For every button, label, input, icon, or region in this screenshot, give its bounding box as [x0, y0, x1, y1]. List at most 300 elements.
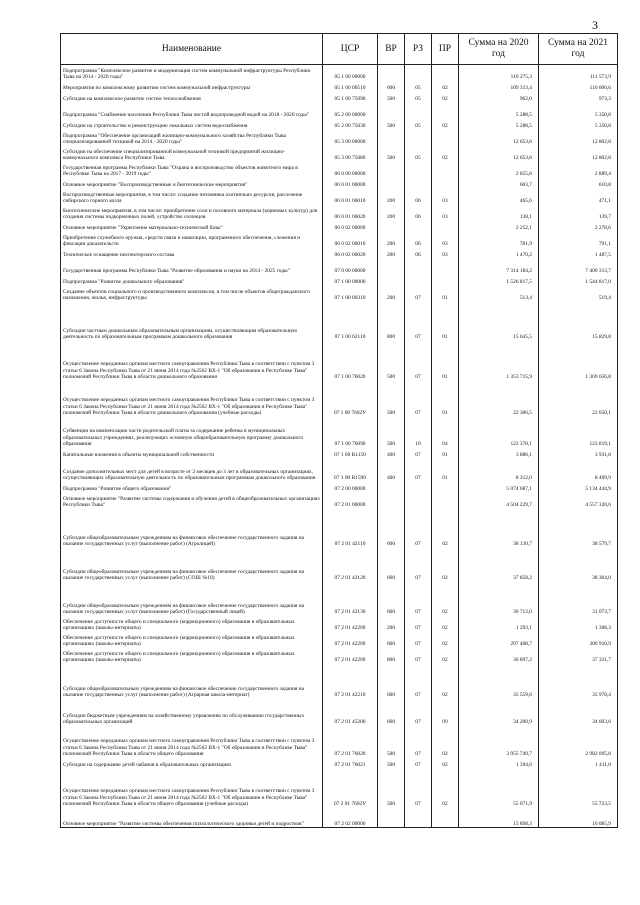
table-row — [61, 65, 618, 81]
row-pr — [432, 178, 459, 189]
row-name: Основное мероприятие "Развитие системы обеспечения психологического здоровья детей и подростков" — [61, 808, 323, 828]
row-sum-2020: 37 858,2 — [459, 548, 539, 582]
row-rz: 07 — [405, 286, 432, 302]
row-pr: 03 — [432, 232, 459, 248]
row-name: Основное мероприятие "Укрепление материально-технической базы" — [61, 221, 323, 232]
table-row — [61, 381, 618, 417]
row-pr: 02 — [432, 664, 459, 699]
table-row — [61, 582, 618, 616]
row-pr — [432, 65, 459, 81]
table-row — [61, 632, 618, 648]
row-sum-2020: 110 275,3 — [459, 65, 539, 81]
row-rz — [405, 65, 432, 81]
row-vr — [378, 162, 405, 178]
row-rz: 07 — [405, 758, 432, 769]
row-pr: 02 — [432, 632, 459, 648]
row-name: Субсидии на строительство и реконструкцию локальных систем водоснабжения — [61, 119, 323, 130]
row-rz — [405, 275, 432, 286]
row-rz — [405, 259, 432, 275]
header-sum-2021: Сумма на 2021 год — [539, 34, 618, 65]
row-vr — [378, 493, 405, 509]
row-sum-2021: 2 278,6 — [539, 221, 618, 232]
row-name: Подпрограмма "Развитие дошкольного образования" — [61, 275, 323, 286]
row-sum-2020: 5 074 687,1 — [459, 482, 539, 493]
row-rz: 07 — [405, 726, 432, 758]
row-csr: 07 2 01 76021 — [323, 758, 378, 769]
row-rz — [405, 162, 432, 178]
row-name: Осуществление переданных органам местного самоуправления Республики Тыва в соответствии с пунктом 3 статьи 6 Закона Республики Тыва от 21 июня 2014 года №2562 ВХ-1 "Об образовании в Республике Тыва" полномочий Республики Тыва в области общего образования (учебные расходы) — [61, 769, 323, 808]
row-sum-2021: 12 802,8 — [539, 146, 618, 162]
table-row — [61, 448, 618, 459]
row-pr: 02 — [432, 509, 459, 548]
row-rz: 06 — [405, 205, 432, 221]
row-name: Осуществление переданных органам местного самоуправления Республики Тыва в соответствии с пунктом 3 статьи 6 Закона Республики Тыва от 21 июня 2014 года №2562 ВХ-1 "Об образовании в Республике Тыва" полномочий Республики Тыва в области общего образования — [61, 726, 323, 758]
table-row — [61, 205, 618, 221]
table-row — [61, 726, 618, 758]
row-name: Государственная программа Республики Тыва "Развитие образования и науки на 2014 - 2025 годы" — [61, 259, 323, 275]
row-sum-2021: 15 829,8 — [539, 302, 618, 341]
row-vr: 600 — [378, 81, 405, 92]
row-sum-2021: 300 910,9 — [539, 632, 618, 648]
row-vr: 200 — [378, 189, 405, 205]
row-csr: 07 2 01 42200 — [323, 648, 378, 664]
row-csr: 07 2 01 42120 — [323, 548, 378, 582]
row-vr — [378, 259, 405, 275]
row-rz — [405, 130, 432, 146]
row-vr: 800 — [378, 302, 405, 341]
table-row — [61, 648, 618, 664]
row-name: Субсидии общеобразовательным учреждениям на финансовое обеспечение государственного задания на оказание государственных услуг (выполнение работ) (Государственный лицей) — [61, 582, 323, 616]
row-vr: 600 — [378, 664, 405, 699]
row-name: Субсидии на комплексное развитие систем теплоснабжения — [61, 92, 323, 103]
row-pr: 03 — [432, 205, 459, 221]
row-sum-2020: 3 886,1 — [459, 448, 539, 459]
row-pr: 02 — [432, 92, 459, 103]
row-vr — [378, 221, 405, 232]
budget-table — [60, 33, 618, 828]
row-sum-2020: 109 313,4 — [459, 81, 539, 92]
row-pr: 02 — [432, 119, 459, 130]
row-csr: 07 1 00 R1590 — [323, 459, 378, 482]
row-sum-2020: 55 071,9 — [459, 769, 539, 808]
row-pr: 04 — [432, 417, 459, 448]
row-name: Государственная программа Республики Тыва "Охрана и воспроизводство объектов животного мира в Республике Тыва на 2017 - 2019 годы" — [61, 162, 323, 178]
row-pr: 03 — [432, 189, 459, 205]
table-row — [61, 548, 618, 582]
row-sum-2020: 122 378,1 — [459, 417, 539, 448]
row-csr: 07 1 00 62110 — [323, 302, 378, 341]
row-name: Создание дополнительных мест для детей в возрасте от 2 месяцев до 3 лет в образовательных организациях, осуществляющих образовательную деятельность по образовательным программам дошкольного образования — [61, 459, 323, 482]
row-pr: 01 — [432, 381, 459, 417]
table-row — [61, 459, 618, 482]
row-sum-2020: 34 200,9 — [459, 699, 539, 726]
row-name: Субсидии на содержание детей чабанов в образовательных организациях — [61, 758, 323, 769]
row-vr: 600 — [378, 699, 405, 726]
row-sum-2020: 2 252,1 — [459, 221, 539, 232]
row-csr: 07 1 00 76090 — [323, 417, 378, 448]
row-vr: 200 — [378, 232, 405, 248]
row-pr — [432, 162, 459, 178]
row-csr: 06 0 02 06020 — [323, 248, 378, 259]
table-row — [61, 275, 618, 286]
row-pr: 01 — [432, 448, 459, 459]
table-row — [61, 482, 618, 493]
row-csr: 07 2 01 42130 — [323, 582, 378, 616]
row-name: Создание объектов социального и производственного комплексов, в том числе объектов общегражданского назначения, жилья, инфраструктуры — [61, 286, 323, 302]
table-row — [61, 162, 618, 178]
row-vr: 500 — [378, 758, 405, 769]
row-vr: 500 — [378, 381, 405, 417]
table-row — [61, 130, 618, 146]
table-row — [61, 616, 618, 632]
row-csr: 06 0 01 00000 — [323, 178, 378, 189]
table-row — [61, 699, 618, 726]
row-name: Подпрограмма "Комплексное развитие и модернизация систем коммунальной инфраструктуры Республики Тыва на 2014 - 2020 годы" — [61, 65, 323, 81]
row-sum-2021: 12 802,8 — [539, 130, 618, 146]
row-name: Биотехнические мероприятия, в том числе: приобретение соли и посевного материала (кормовых культур) для создания системы подкормочных полей, устройство солонцов — [61, 205, 323, 221]
row-sum-2021: 111 573,9 — [539, 65, 618, 81]
row-name: Техническое оснащение инспекторского состава — [61, 248, 323, 259]
row-name: Субсидии на обеспечение специализированной коммунальной техникой предприятий жилищно-коммунального комплекса Республики Тыва — [61, 146, 323, 162]
table-row — [61, 493, 618, 509]
row-name: Основное мероприятие "Развитие системы содержания и обучения детей в общеобразовательных организациях Республики Тыва" — [61, 493, 323, 509]
row-pr — [432, 482, 459, 493]
row-rz: 10 — [405, 417, 432, 448]
row-csr: 07 2 01 42200 — [323, 632, 378, 648]
row-csr: 07 1 00 7602У — [323, 381, 378, 417]
row-sum-2020: 138,1 — [459, 205, 539, 221]
table-row — [61, 769, 618, 808]
row-sum-2021: 1 411,0 — [539, 758, 618, 769]
row-vr — [378, 808, 405, 828]
row-sum-2020: 3 955 749,7 — [459, 726, 539, 758]
row-sum-2020: 603,7 — [459, 178, 539, 189]
row-csr: 07 2 01 45200 — [323, 699, 378, 726]
table-row — [61, 286, 618, 302]
row-name: Подпрограмма "Развитие общего образования" — [61, 482, 323, 493]
row-vr: 200 — [378, 286, 405, 302]
row-sum-2021: 1 487,5 — [539, 248, 618, 259]
table-row — [61, 103, 618, 119]
row-sum-2021: 31 073,7 — [539, 582, 618, 616]
row-name: Подпрограмма "Обеспечение организаций жилищно-коммунального хозяйства Республики Тыва специализированной техникой на 2014 - 2020 годы" — [61, 130, 323, 146]
row-csr: 06 0 00 00000 — [323, 162, 378, 178]
row-rz: 07 — [405, 459, 432, 482]
row-sum-2021: 2 982 095,8 — [539, 726, 618, 758]
table-row — [61, 232, 618, 248]
row-sum-2020: 15 645,5 — [459, 302, 539, 341]
row-pr: 01 — [432, 302, 459, 341]
table-row — [61, 808, 618, 828]
row-sum-2020: 22 386,5 — [459, 381, 539, 417]
row-vr: 600 — [378, 582, 405, 616]
row-sum-2021: 34 603,6 — [539, 699, 618, 726]
row-csr: 07 1 00 00310 — [323, 286, 378, 302]
row-csr: 07 2 00 00000 — [323, 482, 378, 493]
row-csr: 06 0 02 00000 — [323, 221, 378, 232]
row-vr — [378, 65, 405, 81]
row-pr: 02 — [432, 582, 459, 616]
table-row — [61, 178, 618, 189]
row-pr — [432, 130, 459, 146]
row-sum-2020: 8 312,0 — [459, 459, 539, 482]
header-row — [61, 34, 618, 65]
row-rz: 07 — [405, 632, 432, 648]
row-csr: 05 1 00 75090 — [323, 92, 378, 103]
row-sum-2020: 297 408,7 — [459, 632, 539, 648]
row-sum-2020: 513,4 — [459, 286, 539, 302]
row-sum-2021: 38 579,7 — [539, 509, 618, 548]
row-pr: 01 — [432, 286, 459, 302]
row-sum-2021: 610,8 — [539, 178, 618, 189]
row-pr — [432, 221, 459, 232]
row-csr: 07 2 01 7602У — [323, 769, 378, 808]
row-sum-2021: 16 085,9 — [539, 808, 618, 828]
row-csr: 05 3 00 75080 — [323, 146, 378, 162]
row-vr: 400 — [378, 448, 405, 459]
row-name: Осуществление переданных органам местного самоуправления Республики Тыва в соответствии с пунктом 3 статьи 6 Закона Республики Тыва от 21 июня 2014 года №2562 ВХ-1 "Об образовании в Республике Тыва" полномочий Республики Тыва в области дошкольного образования — [61, 341, 323, 381]
row-pr: 02 — [432, 769, 459, 808]
row-sum-2020: 1 470,2 — [459, 248, 539, 259]
row-sum-2021: 519,4 — [539, 286, 618, 302]
row-rz — [405, 482, 432, 493]
row-rz: 05 — [405, 119, 432, 130]
table-body — [61, 65, 618, 828]
row-vr: 200 — [378, 205, 405, 221]
header-vr: ВР — [378, 34, 405, 65]
row-sum-2021: 1 308,3 — [539, 616, 618, 632]
row-rz: 05 — [405, 81, 432, 92]
row-vr: 500 — [378, 341, 405, 381]
row-pr: 03 — [432, 248, 459, 259]
row-rz: 06 — [405, 189, 432, 205]
table-row — [61, 259, 618, 275]
header-csr: ЦСР — [323, 34, 378, 65]
table-row — [61, 509, 618, 548]
row-pr: 09 — [432, 699, 459, 726]
row-rz — [405, 808, 432, 828]
row-pr: 02 — [432, 758, 459, 769]
table-row — [61, 189, 618, 205]
row-rz — [405, 103, 432, 119]
row-csr: 06 0 01 06020 — [323, 205, 378, 221]
table-row — [61, 302, 618, 341]
row-vr — [378, 482, 405, 493]
row-name: Мероприятия по комплексному развитию систем коммунальной инфраструктуры — [61, 81, 323, 92]
row-pr — [432, 103, 459, 119]
row-rz: 05 — [405, 146, 432, 162]
row-vr: 600 — [378, 548, 405, 582]
row-pr — [432, 259, 459, 275]
table-row — [61, 221, 618, 232]
row-sum-2020: 5 288,5 — [459, 103, 539, 119]
row-sum-2021: 1 544 817,0 — [539, 275, 618, 286]
row-name: Субсидии частным дошкольным образовательным организациям, осуществляющим образовательную деятельность по образовательным программам дошкольного образования — [61, 302, 323, 341]
row-vr: 500 — [378, 769, 405, 808]
row-vr: 500 — [378, 119, 405, 130]
row-rz: 07 — [405, 341, 432, 381]
row-pr — [432, 493, 459, 509]
row-sum-2021: 1 369 656,8 — [539, 341, 618, 381]
row-vr: 500 — [378, 146, 405, 162]
row-sum-2020: 781,9 — [459, 232, 539, 248]
row-rz: 06 — [405, 232, 432, 248]
row-sum-2021: 123 819,1 — [539, 417, 618, 448]
row-csr: 07 1 00 76020 — [323, 341, 378, 381]
row-vr: 500 — [378, 92, 405, 103]
header-pr: ПР — [432, 34, 459, 65]
row-name: Капитальные вложения в объекты муниципальной собственности — [61, 448, 323, 459]
row-pr: 02 — [432, 548, 459, 582]
row-rz — [405, 178, 432, 189]
table-row — [61, 758, 618, 769]
row-csr: 05 2 00 00000 — [323, 103, 378, 119]
row-vr: 600 — [378, 632, 405, 648]
row-vr: 200 — [378, 248, 405, 259]
row-name: Субсидии общеобразовательным учреждениям на финансовое обеспечение государственного задания на оказание государственных услуг (выполнение работ) (Аграрная школа-интернат) — [61, 664, 323, 699]
row-csr: 05 2 00 75030 — [323, 119, 378, 130]
row-rz: 07 — [405, 699, 432, 726]
row-vr — [378, 103, 405, 119]
row-sum-2020: 4 504 229,7 — [459, 493, 539, 509]
table-row — [61, 664, 618, 699]
row-rz: 07 — [405, 648, 432, 664]
row-rz: 07 — [405, 509, 432, 548]
row-rz: 07 — [405, 548, 432, 582]
row-vr: 400 — [378, 459, 405, 482]
row-sum-2021: 8 409,9 — [539, 459, 618, 482]
row-csr: 07 2 01 42210 — [323, 664, 378, 699]
row-vr — [378, 130, 405, 146]
row-sum-2020: 30 712,0 — [459, 582, 539, 616]
row-sum-2021: 471,1 — [539, 189, 618, 205]
row-csr: 06 0 02 06010 — [323, 232, 378, 248]
row-sum-2021: 5 350,8 — [539, 103, 618, 119]
page-number: 3 — [592, 18, 598, 32]
row-name: Субвенции на компенсацию части родительской платы за содержание ребенка в муниципальных образовательных учреждениях, реализующих основную общеобразовательную программу дошкольного образования — [61, 417, 323, 448]
row-csr: 06 0 01 06010 — [323, 189, 378, 205]
row-vr: 500 — [378, 726, 405, 758]
row-rz: 07 — [405, 769, 432, 808]
row-sum-2021: 110 600,6 — [539, 81, 618, 92]
row-name: Основное мероприятие "Воспроизводственные и биотехнические мероприятия" — [61, 178, 323, 189]
row-csr: 07 2 01 42110 — [323, 509, 378, 548]
table-row — [61, 417, 618, 448]
row-csr: 05 1 00 00510 — [323, 81, 378, 92]
row-name: Подпрограмма "Снабжение населения Республики Тыва чистой водопроводной водой на 2018 - 2020 годы" — [61, 103, 323, 119]
row-sum-2020: 36 897,2 — [459, 648, 539, 664]
row-sum-2020: 962,0 — [459, 92, 539, 103]
row-pr: 02 — [432, 648, 459, 664]
row-name: Обеспечение доступности общего и специального (коррекционного) образования в образовательных организациях (школы-интернаты) — [61, 616, 323, 632]
row-csr: 07 2 01 76020 — [323, 726, 378, 758]
row-sum-2021: 139,7 — [539, 205, 618, 221]
row-name: Субсидии общеобразовательным учреждениям на финансовое обеспечение государственного задания на оказание государственных услуг (выполнение работ) (Агролицей) — [61, 509, 323, 548]
row-sum-2020: 12 653,8 — [459, 146, 539, 162]
row-pr: 02 — [432, 146, 459, 162]
row-sum-2020: 2 855,8 — [459, 162, 539, 178]
row-sum-2021: 22 650,1 — [539, 381, 618, 417]
row-pr: 02 — [432, 726, 459, 758]
row-rz: 06 — [405, 248, 432, 259]
row-vr: 200 — [378, 616, 405, 632]
row-rz: 07 — [405, 582, 432, 616]
row-name: Субсидии общеобразовательным учреждениям на финансовое обеспечение государственного задания на оказание государственных услуг (выполнение работ) (СОШ №10) — [61, 548, 323, 582]
row-rz — [405, 493, 432, 509]
row-sum-2021: 5 350,8 — [539, 119, 618, 130]
row-sum-2020: 35 559,6 — [459, 664, 539, 699]
row-pr: 02 — [432, 616, 459, 632]
row-sum-2020: 1 353 715,9 — [459, 341, 539, 381]
row-sum-2021: 2 889,4 — [539, 162, 618, 178]
row-csr: 07 1 00 00000 — [323, 275, 378, 286]
table-row — [61, 81, 618, 92]
header-rz: РЗ — [405, 34, 432, 65]
row-vr: 800 — [378, 648, 405, 664]
row-sum-2020: 465,6 — [459, 189, 539, 205]
row-sum-2021: 4 557 320,6 — [539, 493, 618, 509]
row-sum-2020: 38 130,7 — [459, 509, 539, 548]
row-name: Субсидии бюджетным учреждениям на хозяйственному управлению по обслуживанию государственных образовательных организаций — [61, 699, 323, 726]
row-sum-2020: 1 394,6 — [459, 758, 539, 769]
row-vr — [378, 178, 405, 189]
row-sum-2020: 1 526 817,5 — [459, 275, 539, 286]
row-csr: 07 2 01 00000 — [323, 493, 378, 509]
table-row — [61, 119, 618, 130]
row-vr: 500 — [378, 417, 405, 448]
row-sum-2021: 7 400 313,7 — [539, 259, 618, 275]
row-rz: 07 — [405, 302, 432, 341]
table-row — [61, 248, 618, 259]
row-sum-2020: 12 653,8 — [459, 130, 539, 146]
row-pr: 01 — [432, 459, 459, 482]
row-pr — [432, 808, 459, 828]
table-row — [61, 146, 618, 162]
row-sum-2020: 7 314 184,2 — [459, 259, 539, 275]
row-rz: 05 — [405, 92, 432, 103]
row-sum-2021: 38 304,0 — [539, 548, 618, 582]
row-sum-2020: 5 288,5 — [459, 119, 539, 130]
header-sum-2020: Сумма на 2020 год — [459, 34, 539, 65]
row-csr: 05 1 00 00000 — [323, 65, 378, 81]
row-csr: 07 2 02 00000 — [323, 808, 378, 828]
row-sum-2021: 973,3 — [539, 92, 618, 103]
header-name: Наименование — [61, 34, 323, 65]
row-sum-2021: 37 331,7 — [539, 648, 618, 664]
row-rz: 07 — [405, 448, 432, 459]
row-rz: 07 — [405, 381, 432, 417]
row-csr: 05 3 00 00000 — [323, 130, 378, 146]
row-sum-2021: 35 978,4 — [539, 664, 618, 699]
row-sum-2020: 1 293,1 — [459, 616, 539, 632]
row-pr: 02 — [432, 81, 459, 92]
row-vr — [378, 275, 405, 286]
row-rz: 07 — [405, 664, 432, 699]
row-sum-2021: 55 723,5 — [539, 769, 618, 808]
row-csr: 07 1 00 R1150 — [323, 448, 378, 459]
table-row — [61, 92, 618, 103]
row-csr: 07 2 01 42200 — [323, 616, 378, 632]
row-name: Осуществление переданных органам местного самоуправления Республики Тыва в соответствии с пунктом 3 статьи 6 Закона Республики Тыва от 21 июня 2014 года №2562 ВХ-1 "Об образовании в Республике Тыва" полномочий Республики Тыва в области дошкольного образования (учебные расходы) — [61, 381, 323, 417]
row-pr: 01 — [432, 341, 459, 381]
row-sum-2021: 5 134 444,9 — [539, 482, 618, 493]
table-row — [61, 341, 618, 381]
row-sum-2020: 15 898,3 — [459, 808, 539, 828]
row-vr: 600 — [378, 509, 405, 548]
row-csr: 07 0 00 00000 — [323, 259, 378, 275]
row-sum-2021: 791,1 — [539, 232, 618, 248]
row-rz — [405, 221, 432, 232]
